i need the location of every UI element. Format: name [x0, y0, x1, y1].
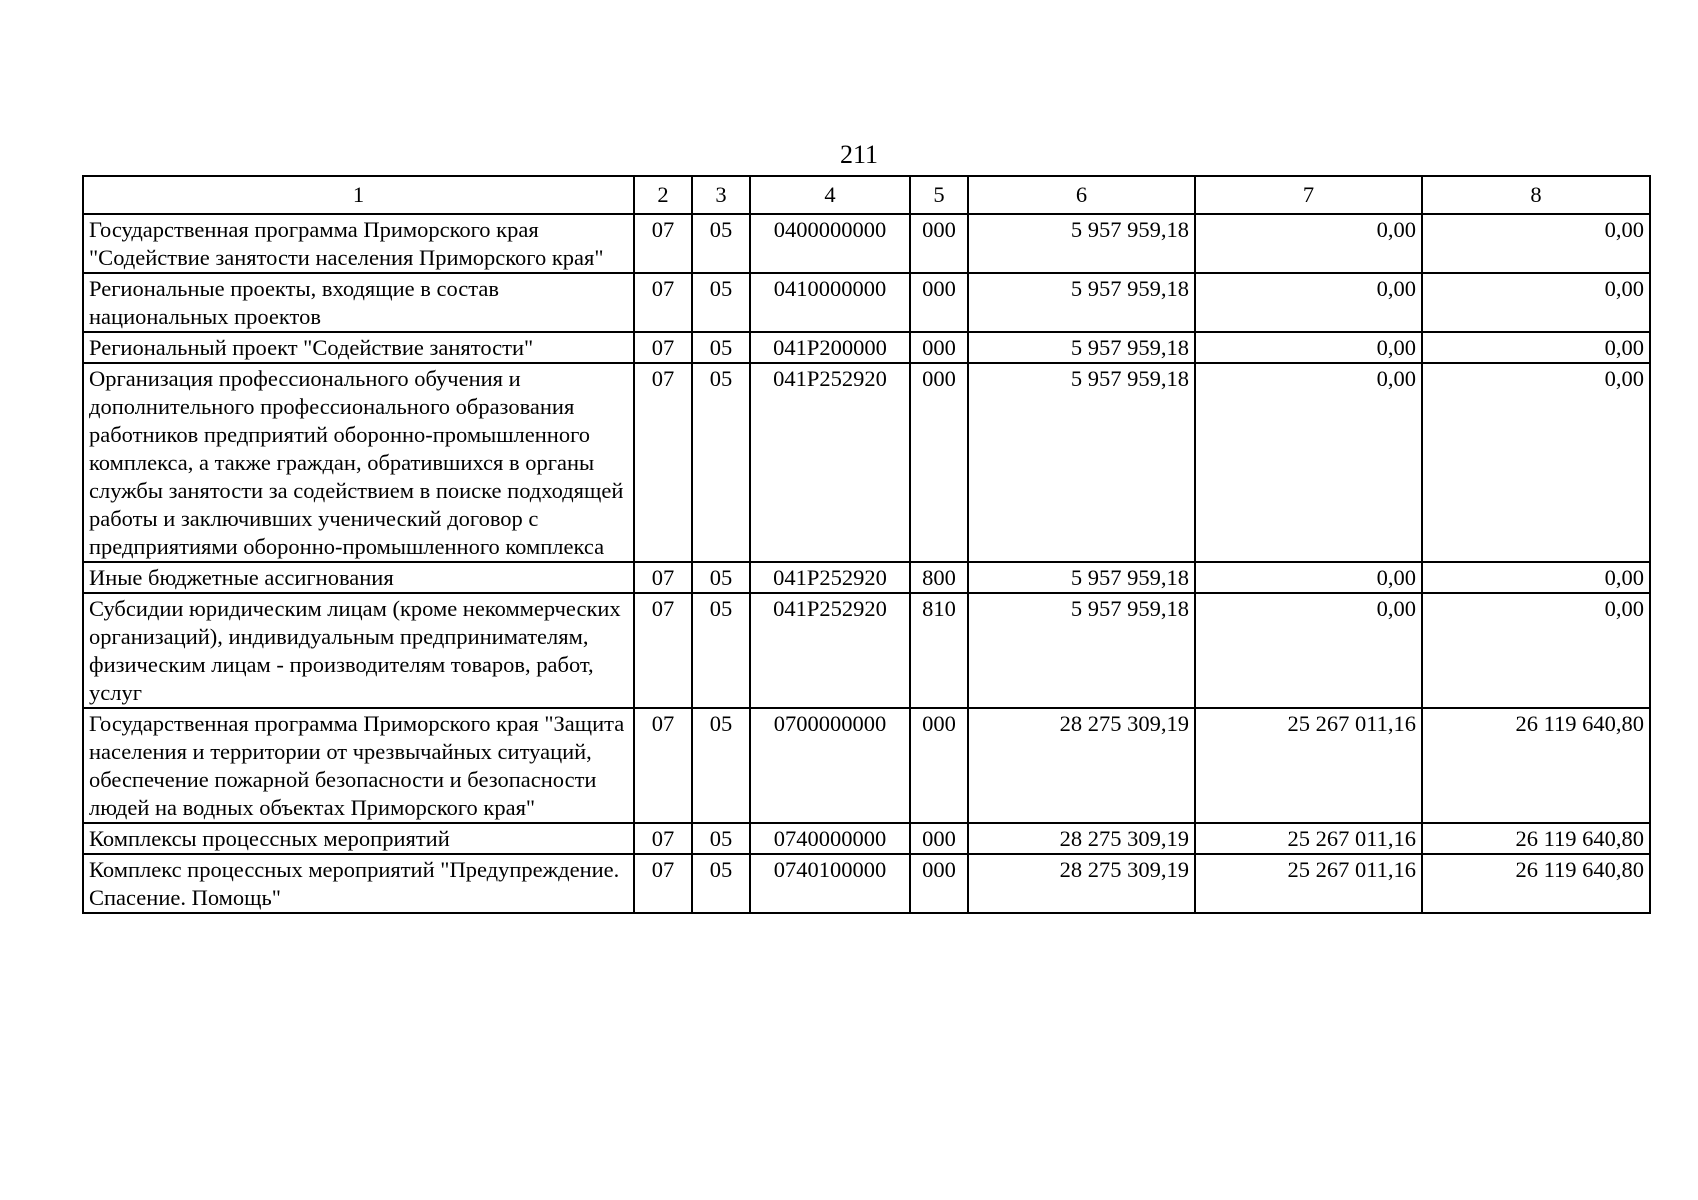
subsection-code: 05 — [692, 332, 750, 363]
target-article-code: 0410000000 — [750, 273, 910, 332]
section-code: 07 — [634, 214, 692, 273]
amount-col-8: 0,00 — [1422, 593, 1650, 708]
subsection-code: 05 — [692, 363, 750, 562]
amount-col-6: 28 275 309,19 — [968, 708, 1195, 823]
page-number: 211 — [839, 140, 879, 169]
table-row — [83, 214, 1650, 273]
amount-col-8: 0,00 — [1422, 214, 1650, 273]
row-name: Государственная программа Приморского края "Содействие занятости населения Приморского края" — [83, 214, 634, 273]
section-code: 07 — [634, 854, 692, 913]
amount-col-6: 5 957 959,18 — [968, 593, 1195, 708]
column-header: 2 — [634, 176, 692, 214]
amount-col-6: 5 957 959,18 — [968, 562, 1195, 593]
row-name: Субсидии юридическим лицам (кроме некоммерческих организаций), индивидуальным предпринимателям, физическим лицам - производителям товаров, работ, услуг — [83, 593, 634, 708]
target-article-code: 041P200000 — [750, 332, 910, 363]
subsection-code: 05 — [692, 708, 750, 823]
header-row — [83, 176, 1650, 214]
section-code: 07 — [634, 332, 692, 363]
row-name: Государственная программа Приморского края "Защита населения и территории от чрезвычайных ситуаций, обеспечение пожарной безопасности и безопасности людей на водных объектах Приморского края" — [83, 708, 634, 823]
column-header: 6 — [968, 176, 1195, 214]
section-code: 07 — [634, 562, 692, 593]
amount-col-7: 25 267 011,16 — [1195, 708, 1422, 823]
expense-type-code: 000 — [910, 363, 968, 562]
amount-col-6: 5 957 959,18 — [968, 363, 1195, 562]
amount-col-7: 0,00 — [1195, 593, 1422, 708]
target-article-code: 0740100000 — [750, 854, 910, 913]
subsection-code: 05 — [692, 562, 750, 593]
subsection-code: 05 — [692, 823, 750, 854]
amount-col-8: 0,00 — [1422, 363, 1650, 562]
subsection-code: 05 — [692, 593, 750, 708]
amount-col-7: 0,00 — [1195, 562, 1422, 593]
amount-col-6: 5 957 959,18 — [968, 214, 1195, 273]
section-code: 07 — [634, 708, 692, 823]
row-name: Комплексы процессных мероприятий — [83, 823, 634, 854]
amount-col-8: 26 119 640,80 — [1422, 823, 1650, 854]
row-name: Иные бюджетные ассигнования — [83, 562, 634, 593]
amount-col-8: 0,00 — [1422, 273, 1650, 332]
target-article-code: 041P252920 — [750, 363, 910, 562]
amount-col-7: 0,00 — [1195, 332, 1422, 363]
expense-type-code: 000 — [910, 854, 968, 913]
table-row — [83, 363, 1650, 562]
amount-col-6: 5 957 959,18 — [968, 332, 1195, 363]
target-article-code: 041P252920 — [750, 593, 910, 708]
expense-type-code: 000 — [910, 823, 968, 854]
expense-type-code: 800 — [910, 562, 968, 593]
amount-col-6: 28 275 309,19 — [968, 854, 1195, 913]
amount-col-8: 26 119 640,80 — [1422, 854, 1650, 913]
amount-col-7: 0,00 — [1195, 273, 1422, 332]
column-header: 1 — [83, 176, 634, 214]
row-name: Региональные проекты, входящие в состав национальных проектов — [83, 273, 634, 332]
section-code: 07 — [634, 823, 692, 854]
section-code: 07 — [634, 593, 692, 708]
expense-type-code: 000 — [910, 332, 968, 363]
expense-type-code: 000 — [910, 708, 968, 823]
expense-type-code: 000 — [910, 214, 968, 273]
target-article-code: 0700000000 — [750, 708, 910, 823]
table-row — [83, 823, 1650, 854]
target-article-code: 0400000000 — [750, 214, 910, 273]
target-article-code: 0740000000 — [750, 823, 910, 854]
expense-type-code: 810 — [910, 593, 968, 708]
table-row — [83, 854, 1650, 913]
column-header: 8 — [1422, 176, 1650, 214]
budget-table — [82, 175, 1651, 914]
table-row — [83, 593, 1650, 708]
table-row — [83, 708, 1650, 823]
column-header: 5 — [910, 176, 968, 214]
subsection-code: 05 — [692, 854, 750, 913]
amount-col-7: 25 267 011,16 — [1195, 823, 1422, 854]
row-name: Организация профессионального обучения и дополнительного профессионального образования работников предприятий оборонно-промышленного комплекса, а также граждан, обратившихся в органы службы занятости за содействием в поиске подходящей работы и заключивших ученический договор с предприятиями оборонно-промышленного комплекса — [83, 363, 634, 562]
amount-col-7: 0,00 — [1195, 363, 1422, 562]
table-row — [83, 562, 1650, 593]
row-name: Региональный проект "Содействие занятости" — [83, 332, 634, 363]
column-header: 3 — [692, 176, 750, 214]
subsection-code: 05 — [692, 214, 750, 273]
amount-col-7: 25 267 011,16 — [1195, 854, 1422, 913]
column-header: 4 — [750, 176, 910, 214]
target-article-code: 041P252920 — [750, 562, 910, 593]
amount-col-6: 5 957 959,18 — [968, 273, 1195, 332]
table-row — [83, 273, 1650, 332]
amount-col-8: 26 119 640,80 — [1422, 708, 1650, 823]
subsection-code: 05 — [692, 273, 750, 332]
amount-col-7: 0,00 — [1195, 214, 1422, 273]
section-code: 07 — [634, 273, 692, 332]
row-name: Комплекс процессных мероприятий "Предупреждение. Спасение. Помощь" — [83, 854, 634, 913]
column-header: 7 — [1195, 176, 1422, 214]
amount-col-6: 28 275 309,19 — [968, 823, 1195, 854]
amount-col-8: 0,00 — [1422, 332, 1650, 363]
amount-col-8: 0,00 — [1422, 562, 1650, 593]
expense-type-code: 000 — [910, 273, 968, 332]
section-code: 07 — [634, 363, 692, 562]
table-row — [83, 332, 1650, 363]
